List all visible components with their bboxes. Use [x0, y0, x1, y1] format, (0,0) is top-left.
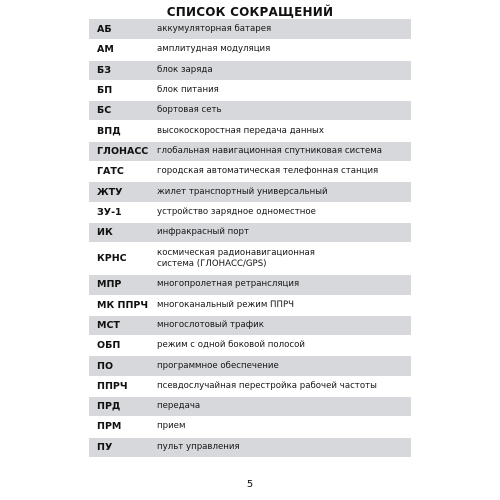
abbreviation-definition [149, 24, 411, 35]
abbreviation-term: ОБП [97, 340, 121, 352]
table-row [89, 141, 411, 161]
definition-line: амплитудная модуляция [157, 44, 271, 55]
abbreviation-term: АМ [97, 44, 114, 56]
definition-line: инфракрасный порт [157, 227, 249, 238]
abbreviation-term: ВПД [97, 125, 121, 137]
abbreviation-term: МПР [97, 279, 122, 291]
table-row [89, 19, 411, 39]
abbreviations-table [89, 19, 411, 457]
definition-line: многоканальный режим ППРЧ [157, 299, 295, 310]
definition-line: пульт управления [157, 441, 240, 452]
abbreviation-definition [149, 227, 411, 238]
abbreviation-term: ИК [97, 227, 113, 239]
table-row [89, 60, 411, 80]
table-row [89, 202, 411, 222]
abbreviation-term: ГЛОНАСС [97, 145, 149, 157]
definition-line: программное обеспечение [157, 360, 279, 371]
abbreviation-definition [149, 401, 411, 412]
definition-line: многопролетная ретрансляция [157, 279, 300, 290]
abbreviation-definition [149, 320, 411, 331]
abbreviation-term: ПО [97, 360, 114, 372]
abbreviation-definition [149, 105, 411, 116]
table-row [89, 335, 411, 355]
abbreviation-definition [149, 340, 411, 351]
abbreviation-definition [149, 442, 411, 453]
abbreviation-term: ЗУ-1 [97, 206, 122, 218]
abbreviation-term: ПРД [97, 401, 121, 413]
table-row [89, 80, 411, 100]
abbreviation-definition [149, 421, 411, 432]
abbreviation-term: ГАТС [97, 166, 124, 178]
abbreviation-term: ПУ [97, 441, 113, 453]
abbreviation-definition [149, 279, 411, 290]
abbreviation-definition [149, 300, 411, 311]
abbreviation-term: КРНС [97, 253, 127, 265]
abbreviation-term: ППРЧ [97, 380, 128, 392]
definition-line: городская автоматическая телефонная станция [157, 166, 379, 177]
abbreviation-definition [149, 248, 411, 270]
abbreviation-definition [149, 166, 411, 177]
definition-line: блок заряда [157, 64, 213, 75]
definition-line: аккумуляторная батарея [157, 23, 272, 34]
abbreviation-term: БЗ [97, 64, 111, 76]
definition-line: передача [157, 401, 201, 412]
table-row [89, 416, 411, 436]
abbreviation-term: БП [97, 85, 113, 97]
definition-line: устройство зарядное одноместное [157, 206, 316, 217]
definition-line: жилет транспортный универсальный [157, 186, 328, 197]
abbreviation-definition [149, 187, 411, 198]
abbreviation-definition [149, 361, 411, 372]
abbreviation-term: ПРМ [97, 421, 122, 433]
definition-line: глобальная навигационная спутниковая система [157, 145, 382, 156]
abbreviation-definition [149, 85, 411, 96]
definition-line: многослотовый трафик [157, 320, 264, 330]
definition-line: высокоскоростная передача данных [157, 125, 324, 136]
table-row [89, 355, 411, 375]
definition-line: блок питания [157, 85, 219, 96]
page-title: СПИСОК СОКРАЩЕНИЙ [166, 5, 334, 19]
abbreviation-definition [149, 126, 411, 137]
abbreviation-term: БС [97, 105, 112, 117]
definition-line: псевдослучайная перестройка рабочей частоты [157, 380, 377, 391]
table-row [89, 39, 411, 59]
abbreviation-term: АБ [97, 23, 112, 35]
definition-line: бортовая сеть [157, 105, 222, 116]
table-row [89, 274, 411, 294]
abbreviation-term: ЖТУ [97, 186, 123, 198]
table-row [89, 120, 411, 140]
table-row [89, 242, 411, 274]
abbreviation-definition [149, 44, 411, 55]
table-row [89, 295, 411, 315]
table-row [89, 315, 411, 335]
definition-line: космическая радионавигационная [157, 247, 315, 258]
table-row [89, 376, 411, 396]
table-row [89, 437, 411, 457]
table-row [89, 161, 411, 181]
table-row [89, 222, 411, 242]
abbreviation-definition [149, 207, 411, 218]
table-row [89, 181, 411, 201]
abbreviation-term: МК ППРЧ [97, 299, 149, 311]
table-row [89, 100, 411, 120]
abbreviation-definition [149, 146, 411, 157]
abbreviation-definition [149, 381, 411, 392]
definition-line: прием [157, 421, 186, 432]
abbreviation-definition [149, 65, 411, 76]
definition-line: система (ГЛОНАСС/GPS) [157, 258, 267, 269]
abbreviation-term: МСТ [97, 320, 120, 331]
definition-line: режим с одной боковой полосой [157, 340, 305, 351]
table-row [89, 396, 411, 416]
page-number: 5 [246, 479, 254, 490]
